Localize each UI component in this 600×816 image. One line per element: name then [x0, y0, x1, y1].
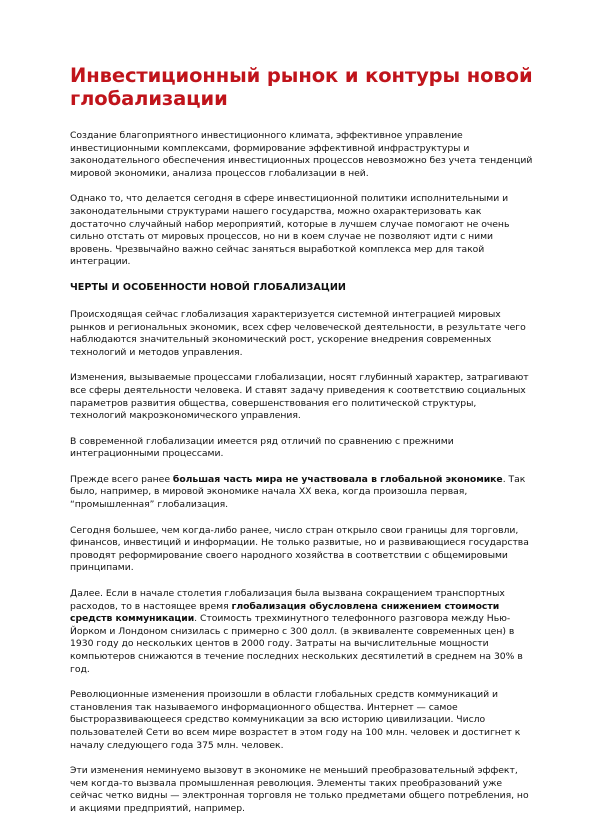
paragraph-4-text-end: . Так было, например, в мировой экономике начала XX века, когда произошла первая, “промышленная” глобализация.: [70, 473, 526, 511]
paragraph-4-bold-phrase: большая часть мира не участвовала в глобальной экономике: [172, 473, 503, 485]
section-heading: ЧЕРТЫ И ОСОБЕННОСТИ НОВОЙ ГЛОБАЛИЗАЦИИ: [70, 281, 347, 293]
paragraph-4-text-start: Прежде всего ранее: [70, 473, 173, 485]
body-paragraph-1: Происходящая сейчас глобализация характеризуется системной интеграцией мировых рынков и региональных экономик, всех сфер человеческой деятельности, в результате чего наблюдаются значительный экономический рост, ускорение внедрения современных технологий и методов управления.: [70, 308, 526, 358]
paragraph-6-text-end: . Стоимость трехминутного телефонного разговора между Нью-Йорком и Лондоном снизилась с примерно с 300 долл. (в эквиваленте современных цен) в 1930 году до нескольких центов в 2000 году. Затраты на вычислительные мощности компьютеров снижаются в течение последних нескольких десятилетий в среднем на 30% в год.: [70, 613, 523, 675]
intro-paragraph-1: Создание благоприятного инвестиционного климата, эффективное управление инвестиционными комплексами, формирование эффективной инфраструктуры и законодательного обеспечения инвестиционных процессов невозможно без учета тенденций мировой экономики, анализа процессов глобализации в ней.: [70, 130, 533, 179]
document-title: Инвестиционный рынок и контуры новой глобализации: [70, 64, 533, 110]
body-paragraph-7: Революционные изменения произошли в области глобальных средств коммуникаций и становления так называемого информационного общества. Интернет — самое быстроразвивающееся средство коммуникации за всю историю цивилизации. Число пользователей Сети во всем мире возрастет в этом году на 100 млн. человек и достигнет к началу следующего года 375 млн. человек.: [70, 689, 521, 751]
body-paragraph-6: [70, 588, 534, 676]
body-paragraph-2: Изменения, вызываемые процессами глобализации, носят глубинный характер, затрагивают все сферы деятельности человека. И ставят задачу приведения к соответствию социальных параметров развития общества, совершенствования его политической структуры, технологий макроэкономического управления.: [70, 372, 529, 422]
body-paragraph-8: Эти изменения неминуемо вызовут в экономике не меньший преобразовательный эффект, чем когда-то вызвала промышленная революция. Элементы таких преобразований уже сейчас четко видны — электронная торговля не только предметами общего потребления, но и акциями предприятий, например.: [70, 765, 529, 814]
paragraph-6-text-start: Далее. Если в начале столетия глобализация была вызвана сокращением транспортных расходов, то в настоящее время: [70, 588, 505, 612]
body-paragraph-3: В современной глобализации имеется ряд отличий по сравнению с прежними интеграционными процессами.: [70, 435, 454, 460]
intro-paragraph-2: Однако то, что делается сегодня в сфере инвестиционной политики исполнительными и законодательными структурами нашего государства, можно охарактеризовать как достаточно случайный набор мероприятий, которые в лучшем случае помогают не очень сильно отстать от мировых процессов, но ни в коем случае не позволяют идти с ними вровень. Чрезвычайно важно сейчас заняться выработкой комплекса мер для такой интеграции.: [70, 193, 510, 268]
body-paragraph-4: [70, 474, 534, 512]
paragraph-6-bold-phrase: глобализация обусловлена снижением стоимости средств коммуникации: [70, 600, 500, 625]
body-paragraph-5: Сегодня большее, чем когда-либо ранее, число стран открыло свои границы для торговли, финансов, инвестиций и информации. Не только развитые, но и развивающиеся государства проводят реформирование своего народного хозяйства в соответствии с общемировыми принципами.: [70, 524, 529, 574]
